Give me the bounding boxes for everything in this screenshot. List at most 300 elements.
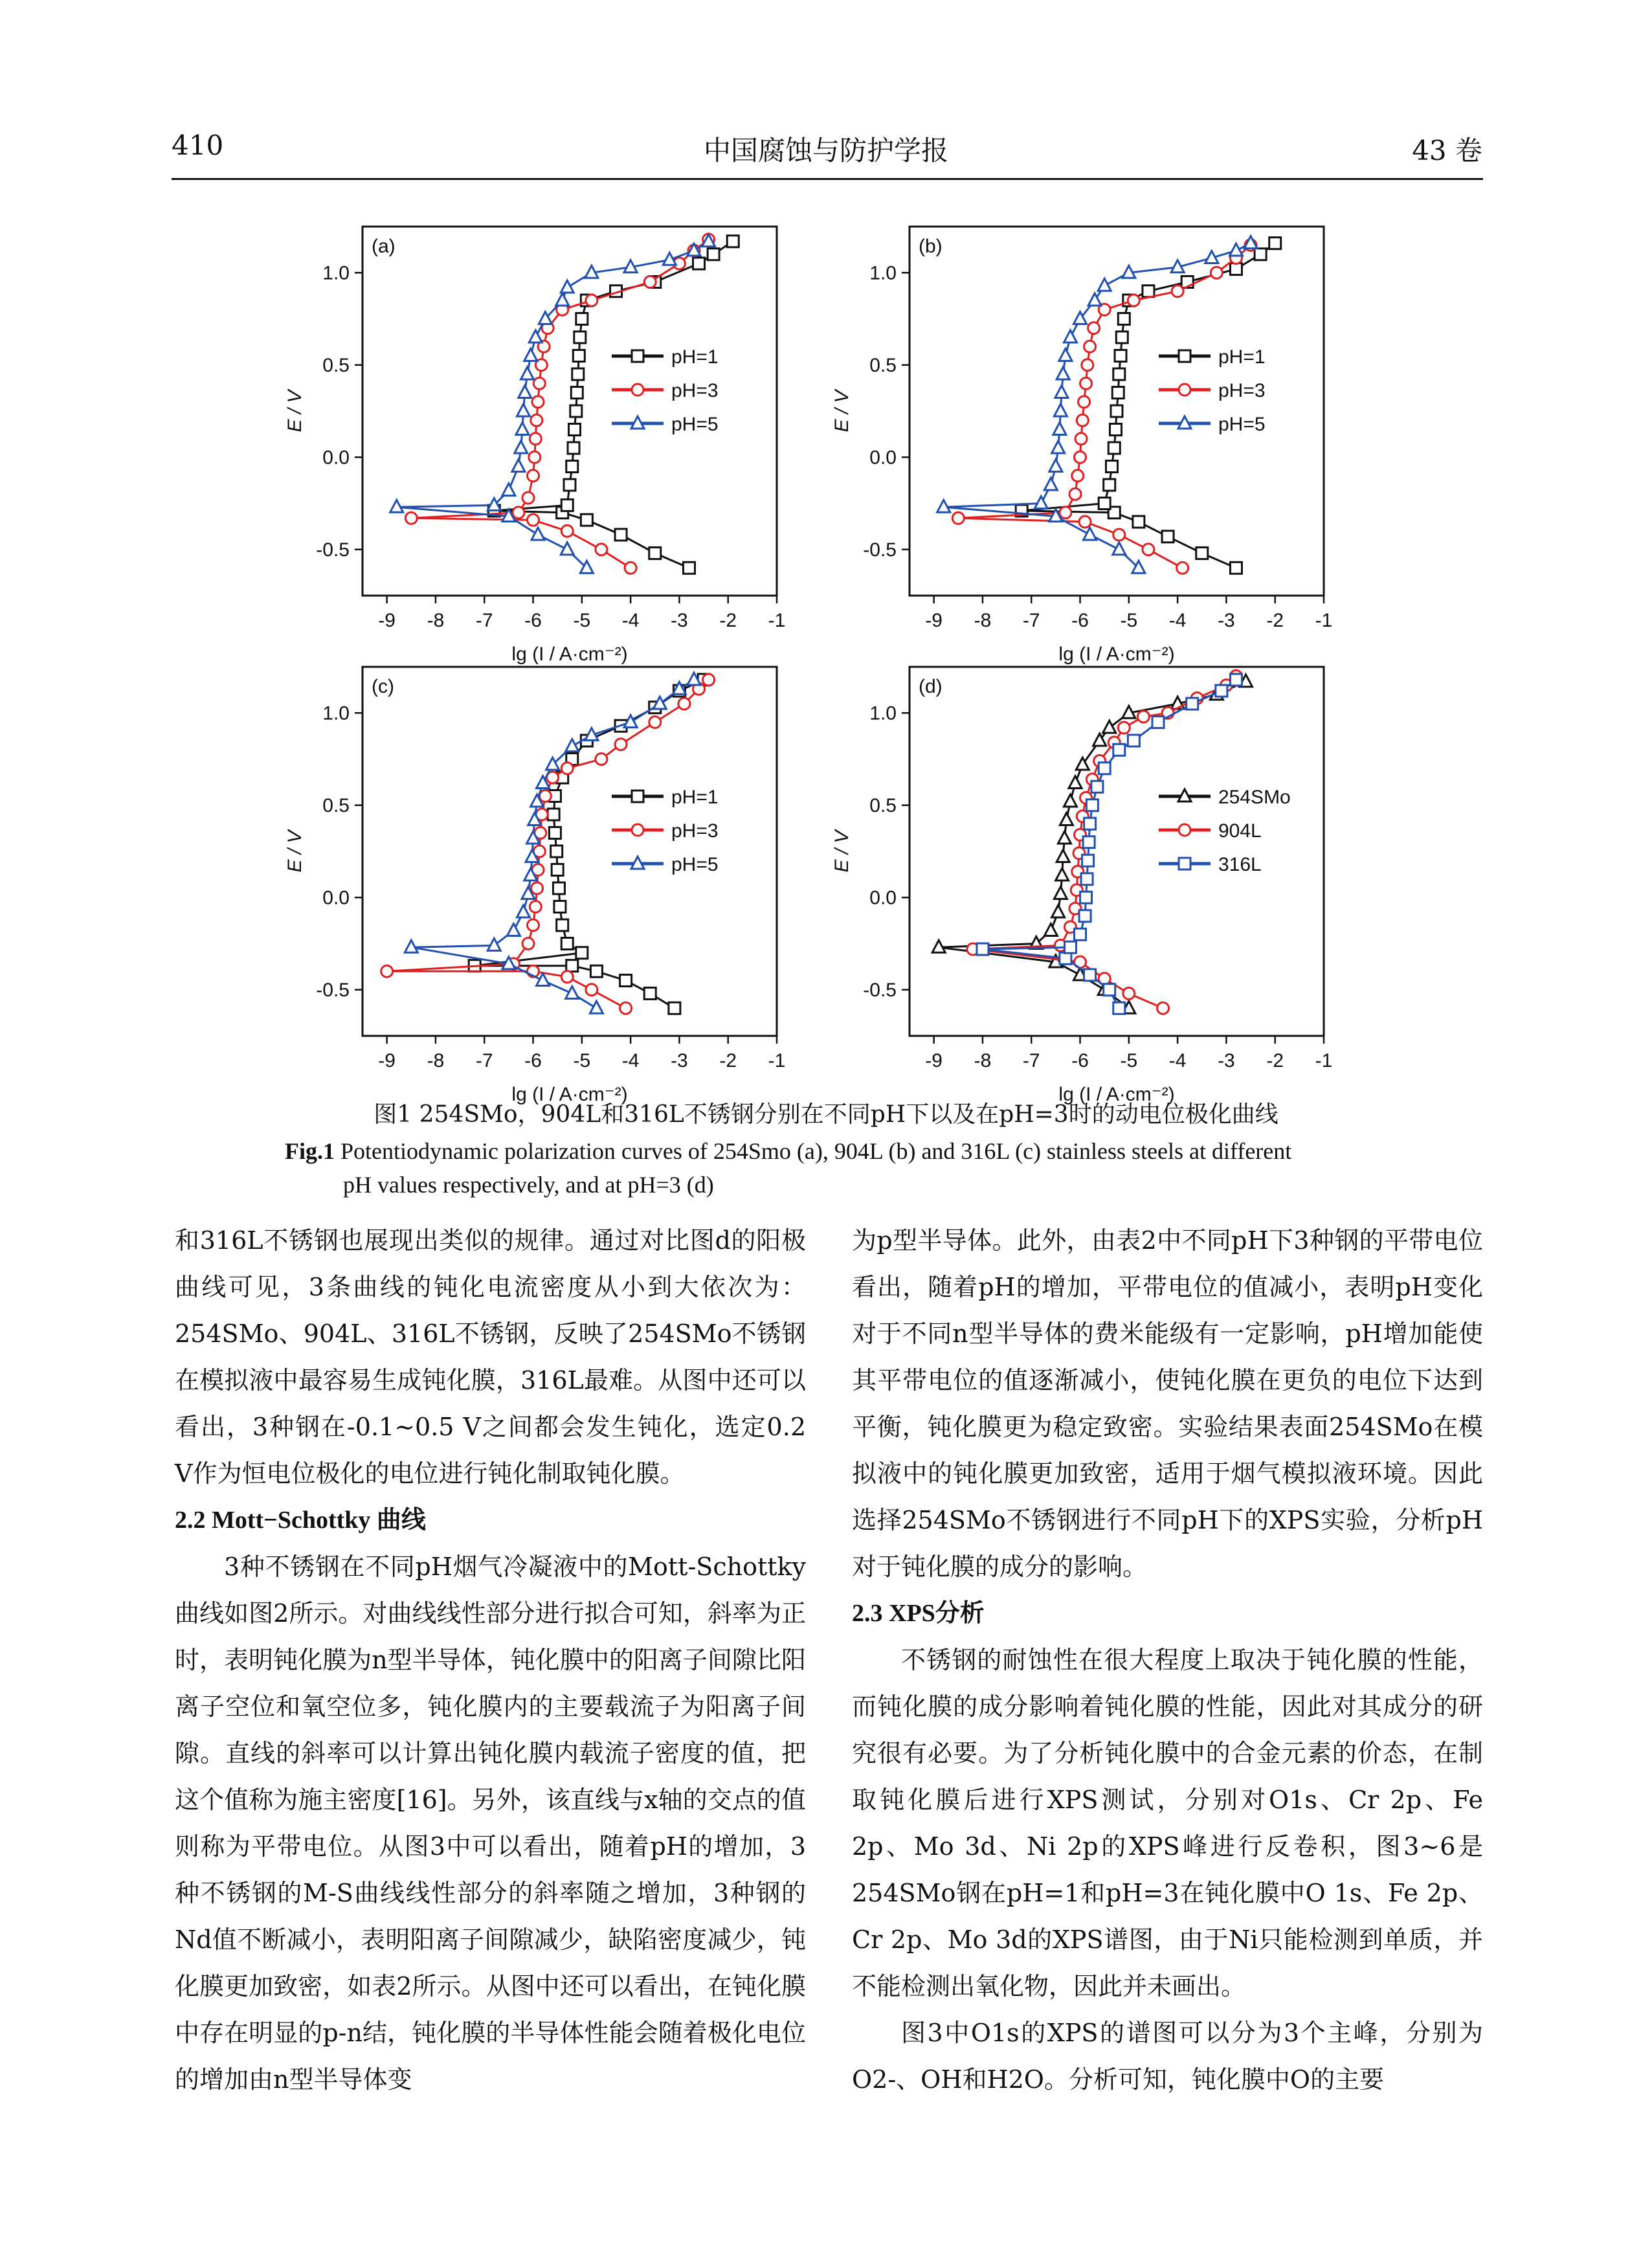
data-point <box>569 424 581 436</box>
x-tick-label: -7 <box>475 1050 493 1071</box>
x-tick-label: -9 <box>925 1050 943 1071</box>
legend-entry <box>612 820 719 842</box>
x-tick-label: -6 <box>1071 1050 1089 1071</box>
data-point <box>561 499 573 511</box>
y-tick-label: 1.0 <box>322 262 350 284</box>
data-point <box>1084 528 1097 540</box>
y-tick-label: 0.0 <box>869 447 897 469</box>
data-point <box>1196 547 1208 559</box>
legend-label: pH=1 <box>671 346 719 368</box>
legend-entry <box>1159 787 1291 808</box>
data-point <box>1078 396 1090 408</box>
legend-marker <box>1179 384 1190 396</box>
data-point <box>1229 243 1242 256</box>
data-point <box>487 938 500 950</box>
chart-c <box>272 654 829 1105</box>
data-point <box>405 512 417 524</box>
data-point <box>1084 341 1096 352</box>
panel-label: (c) <box>372 676 394 697</box>
data-point <box>1230 562 1242 574</box>
data-point <box>1099 498 1110 510</box>
data-point <box>1216 685 1227 697</box>
data-point <box>531 528 544 540</box>
y-axis-label: E / V <box>831 390 853 432</box>
data-point <box>512 460 525 472</box>
legend-label: pH=3 <box>671 820 719 842</box>
journal-title: 中国腐蚀与防护学报 <box>703 135 948 166</box>
panel-label: (a) <box>372 236 396 257</box>
data-point <box>1255 249 1266 260</box>
data-point <box>1064 794 1077 807</box>
data-point <box>620 1002 632 1014</box>
legend-entry <box>1159 820 1262 842</box>
legend-marker <box>632 824 643 836</box>
data-point <box>703 674 715 686</box>
legend-entry <box>612 346 719 368</box>
data-point <box>528 919 539 931</box>
data-point <box>1113 368 1125 380</box>
legend-marker <box>1179 350 1190 362</box>
chart-a <box>272 214 829 665</box>
x-tick-label: -2 <box>1266 1050 1284 1071</box>
x-tick-label: -6 <box>524 610 542 631</box>
data-point <box>1081 873 1093 885</box>
data-point <box>552 864 563 876</box>
x-tick-label: -5 <box>573 1050 591 1071</box>
data-point <box>1080 377 1092 389</box>
series-line <box>958 245 1251 568</box>
data-point <box>1088 322 1100 334</box>
legend-entry <box>612 854 719 875</box>
data-point <box>1060 813 1073 825</box>
data-point <box>381 965 393 977</box>
data-point <box>1056 868 1069 880</box>
panel-label: (d) <box>919 676 943 697</box>
series-line <box>973 676 1236 1008</box>
data-point <box>522 492 534 504</box>
data-point <box>1118 313 1130 325</box>
series-pH=3 <box>405 234 714 574</box>
data-point <box>1123 987 1135 999</box>
legend-label: pH=5 <box>1218 414 1266 435</box>
data-point <box>539 790 551 802</box>
data-point <box>1044 924 1057 936</box>
data-point <box>1113 744 1125 756</box>
data-point <box>1077 414 1088 426</box>
legend-label: 904L <box>1218 820 1262 842</box>
x-tick-label: -5 <box>1120 610 1138 631</box>
data-point <box>1054 404 1067 416</box>
data-point <box>952 512 964 524</box>
y-tick-label: 1.0 <box>869 702 897 724</box>
data-point <box>581 514 592 526</box>
data-point <box>625 562 636 574</box>
x-tick-label: -9 <box>378 610 396 631</box>
data-point <box>561 763 573 774</box>
figure-caption-en <box>285 1134 1385 1202</box>
legend-label: pH=3 <box>671 380 719 401</box>
data-point <box>1106 461 1117 473</box>
y-axis-label: E / V <box>284 390 306 432</box>
data-point <box>528 470 539 482</box>
y-tick-label: -0.5 <box>316 979 350 1001</box>
page-number: 410 <box>172 129 224 161</box>
legend-entry <box>1159 346 1266 368</box>
legend-entry <box>1159 380 1266 401</box>
x-tick-label: -3 <box>671 610 688 631</box>
data-point <box>1104 479 1115 491</box>
data-point <box>1137 711 1149 723</box>
data-point <box>1133 516 1144 528</box>
data-point <box>1052 441 1065 453</box>
y-tick-label: 0.0 <box>322 887 350 909</box>
y-tick-label: 0.0 <box>322 447 350 469</box>
data-point <box>615 739 627 750</box>
figure-caption-cn: 图1 254SMo，904L和316L不锈钢分别在不同pH下以及在pH=3时的动电位极化曲线 <box>374 1101 1278 1128</box>
data-point <box>1230 674 1242 686</box>
data-point <box>1084 969 1096 981</box>
data-point <box>531 882 543 894</box>
y-tick-label: 0.5 <box>869 794 897 816</box>
data-point <box>574 331 586 343</box>
x-tick-label: -8 <box>427 1050 445 1071</box>
data-point <box>517 905 530 917</box>
data-point <box>533 377 545 389</box>
chart-b <box>819 214 1376 665</box>
data-point <box>554 901 566 913</box>
data-point <box>1115 350 1126 362</box>
data-point <box>1110 424 1121 436</box>
data-point <box>1162 531 1174 543</box>
data-point <box>1058 831 1071 844</box>
legend-marker <box>632 350 643 362</box>
data-point <box>520 367 533 379</box>
data-point <box>1075 928 1086 940</box>
legend-entry <box>1159 414 1266 435</box>
legend-entry <box>612 414 719 435</box>
section-heading-2-2: 2.2 Mott−Schottky 曲线 <box>175 1507 426 1534</box>
x-tick-label: -2 <box>1266 610 1284 631</box>
y-tick-label: -0.5 <box>863 539 897 561</box>
paragraph: 不锈钢的耐蚀性在很大程度上取决于钝化膜的性能，而钝化膜的成分影响着钝化膜的性能，因此对其成分的研究很有必要。为了分析钝化膜中的合金元素的价态，在制取钝化膜后进行XPS测试，分别对O1s、Cr 2p、Fe 2p、Mo 3d、Ni 2p的XPS峰进行反卷积，图3~6是254SMo钢在pH=1和pH=3在钝化膜中O 1s、Fe 2p、Cr 2p、Mo 3d的XPS谱图，由于Ni只能检测到单质，并不能检测出氧化物，因此并未画出。 <box>852 1646 1483 2001</box>
data-point <box>549 827 561 839</box>
data-point <box>727 236 739 247</box>
data-point <box>1104 984 1115 996</box>
legend-label: pH=5 <box>671 414 719 435</box>
data-point <box>1084 818 1096 829</box>
legend-marker <box>1179 824 1190 836</box>
data-point <box>529 330 542 342</box>
data-point <box>1054 887 1067 899</box>
data-point <box>1143 286 1154 297</box>
data-point <box>1055 386 1068 398</box>
paragraph: 3种不锈钢在不同pH烟气冷凝液中的Mott-Schottky曲线如图2所示。对曲线线性部分进行拟合可知，斜率为正时，表明钝化膜为n型半导体，钝化膜中的阳离子间隙比阳离子空位和氧空位多，钝化膜内的主要载流子为阳离子间隙。直线的斜率可以计算出钝化膜内载流子密度的值，把这个值称为施主密度[16]。另外，该直线与x轴的交点的值则称为平带电位。从图3中可以看出，随着pH的增加，3种不锈钢的M-S曲线线性部分的斜率随之增加，3种钢的Nd值不断减小，表明阳离子间隙减少，缺陷密度减少，钝化膜更加致密，如表2所示。从图中还可以看出，在钝化膜中存在明显的p-n结，钝化膜的半导体性能会随着极化电位的增加由n型半导体变 <box>175 1552 806 2094</box>
data-point <box>568 442 579 454</box>
data-point <box>502 484 515 496</box>
data-point <box>1044 478 1057 490</box>
data-point <box>524 349 537 361</box>
x-tick-label: -9 <box>378 1050 396 1071</box>
section-heading-2-3: 2.3 XPS分析 <box>852 1600 985 1627</box>
x-tick-label: -2 <box>719 1050 737 1071</box>
series-line <box>411 680 694 1008</box>
data-point <box>1072 470 1084 482</box>
legend-entry <box>612 787 719 808</box>
data-point <box>516 423 529 435</box>
data-point <box>517 404 530 416</box>
data-point <box>1091 781 1103 792</box>
chart-d <box>819 654 1376 1105</box>
volume-label: 43 卷 <box>1412 135 1482 166</box>
data-point <box>1064 330 1077 342</box>
data-point <box>572 368 584 380</box>
chart-panel-b <box>819 214 1376 665</box>
data-point <box>1152 717 1164 728</box>
data-point <box>644 987 656 999</box>
data-point <box>644 276 656 288</box>
data-point <box>573 350 585 362</box>
y-tick-label: -0.5 <box>863 979 897 1001</box>
data-point <box>561 971 573 983</box>
series-pH=1 <box>1016 238 1281 574</box>
series-line <box>387 680 709 1008</box>
data-point <box>596 754 607 765</box>
legend-entry <box>1159 854 1262 875</box>
data-point <box>1157 1002 1169 1014</box>
header-rule <box>172 178 1483 180</box>
x-tick-label: -8 <box>974 1050 992 1071</box>
x-tick-label: -4 <box>621 610 640 631</box>
data-point <box>507 924 520 936</box>
x-tick-label: -4 <box>621 1050 640 1071</box>
x-tick-label: -3 <box>1218 1050 1235 1071</box>
data-point <box>1128 735 1139 746</box>
data-point <box>564 479 575 491</box>
data-point <box>708 249 719 260</box>
y-tick-label: 0.5 <box>322 794 350 816</box>
data-point <box>1116 331 1128 343</box>
y-axis-label: E / V <box>284 830 306 873</box>
data-point <box>1187 698 1198 710</box>
data-point <box>1060 507 1071 519</box>
data-point <box>529 451 541 463</box>
legend-marker <box>632 384 643 396</box>
legend-label: 254SMo <box>1218 787 1291 808</box>
x-tick-label: -4 <box>1168 1050 1187 1071</box>
y-tick-label: 0.5 <box>869 354 897 376</box>
left-column <box>175 1217 806 2103</box>
data-point <box>1053 423 1066 435</box>
data-point <box>530 901 541 913</box>
data-point <box>556 293 569 306</box>
data-point <box>649 717 661 728</box>
data-point <box>1049 460 1062 472</box>
data-point <box>566 461 578 473</box>
legend-entry <box>612 380 719 401</box>
x-tick-label: -7 <box>475 610 493 631</box>
data-point <box>561 938 573 950</box>
data-point <box>1082 855 1094 866</box>
legend-marker <box>1179 858 1190 869</box>
data-point <box>1086 800 1098 811</box>
data-point <box>1128 295 1139 306</box>
data-point <box>1079 516 1091 528</box>
data-point <box>530 433 541 445</box>
legend-label: pH=1 <box>1218 346 1266 368</box>
y-tick-label: 1.0 <box>869 262 897 284</box>
data-point <box>669 1002 680 1014</box>
data-point <box>571 387 583 399</box>
data-point <box>1230 263 1242 275</box>
data-point <box>586 984 597 996</box>
legend-marker <box>632 790 643 802</box>
x-tick-label: -3 <box>1218 610 1235 631</box>
figure-caption-en-label: Fig.1 <box>285 1138 335 1164</box>
data-point <box>515 441 528 453</box>
data-point <box>693 258 705 269</box>
data-point <box>1143 544 1154 555</box>
data-point <box>1172 286 1183 297</box>
x-tick-label: -1 <box>768 1050 786 1071</box>
data-point <box>557 919 568 931</box>
data-point <box>977 943 988 955</box>
data-point <box>519 386 531 398</box>
data-point <box>561 525 573 537</box>
y-axis-label: E / V <box>831 830 853 873</box>
figure-caption-en-line2: pH values respectively, and at pH=3 (d) <box>343 1172 714 1198</box>
data-point <box>570 405 582 417</box>
data-point <box>1083 836 1095 848</box>
x-tick-label: -8 <box>974 610 992 631</box>
data-point <box>1112 387 1124 399</box>
data-point <box>1056 367 1069 379</box>
data-point <box>576 947 588 959</box>
x-tick-label: -2 <box>719 610 737 631</box>
data-point <box>551 846 563 857</box>
data-point <box>1079 910 1091 922</box>
data-point <box>1113 529 1125 541</box>
data-point <box>553 882 564 894</box>
data-point <box>1177 562 1189 574</box>
x-tick-label: -7 <box>1022 1050 1040 1071</box>
data-point <box>1075 451 1086 463</box>
data-point <box>513 507 524 519</box>
data-point <box>1113 1002 1125 1014</box>
data-point <box>1059 349 1072 361</box>
x-tick-label: -1 <box>768 610 786 631</box>
data-point <box>561 280 574 293</box>
series-pH=5 <box>390 234 715 573</box>
x-tick-label: -6 <box>1071 610 1089 631</box>
x-axis-label: lg (I / A·cm⁻²) <box>511 1084 628 1105</box>
chart-panel-a <box>272 214 829 665</box>
data-point <box>528 514 539 526</box>
chart-panel-d <box>819 654 1376 1105</box>
paragraph: 图3中O1s的XPS的谱图可以分为3个主峰，分别为O2-、OH和H2O。分析可知，钝化膜中O的主要 <box>852 2019 1483 2094</box>
data-point <box>1269 238 1281 249</box>
data-point <box>566 960 578 972</box>
data-point <box>1211 267 1222 278</box>
data-point <box>1103 721 1116 733</box>
data-point <box>1060 952 1071 964</box>
x-tick-label: -5 <box>573 610 591 631</box>
data-point <box>590 965 602 977</box>
x-tick-label: -9 <box>925 610 943 631</box>
chart-panel-c <box>272 654 829 1105</box>
series-pH=3 <box>381 674 715 1014</box>
data-point <box>532 396 544 408</box>
data-point <box>1118 722 1130 734</box>
data-point <box>1082 359 1093 371</box>
x-axis-label: lg (I / A·cm⁻²) <box>511 644 628 665</box>
x-tick-label: -8 <box>427 610 445 631</box>
x-axis-label: lg (I / A·cm⁻²) <box>1058 1084 1175 1105</box>
data-point <box>596 544 607 555</box>
data-point <box>1080 891 1092 903</box>
legend-label: pH=5 <box>671 854 719 875</box>
data-point <box>1111 405 1122 417</box>
y-tick-label: 0.0 <box>869 887 897 909</box>
data-point <box>590 1001 603 1013</box>
data-point <box>649 547 661 559</box>
legend-label: 316L <box>1218 854 1262 875</box>
series-pH=1 <box>488 236 739 574</box>
data-point <box>1069 488 1081 500</box>
data-point <box>1075 433 1087 445</box>
data-point <box>1052 905 1065 917</box>
paragraph: 为p型半导体。此外，由表2中不同pH下3种钢的平带电位看出，随着pH的增加，平带电位的值减小，表明pH变化对于不同n型半导体的费米能级有一定影响，pH增加能使其平带电位的值逐渐减小，使钝化膜在更负的电位下达到平衡，钝化膜更为稳定致密。实验结果表面254SMo在模拟液中的钝化膜更加致密，适用于烟气模拟液环境。因此选择254SMo不锈钢进行不同pH下的XPS实验，分析pH对于钝化膜的成分的影响。 <box>852 1226 1483 1581</box>
panel-label: (b) <box>919 236 943 257</box>
data-point <box>620 975 632 987</box>
data-point <box>1099 763 1110 774</box>
data-point <box>1113 543 1126 555</box>
data-point <box>615 529 627 541</box>
x-tick-label: -5 <box>1120 1050 1138 1071</box>
data-point <box>561 543 574 555</box>
paragraph: 和316L不锈钢也展现出类似的规律。通过对比图d的阳极曲线可见，3条曲线的钝化电流密度从小到大依次为：254SMo、904L、316L不锈钢，反映了254SMo不锈钢在模拟液中最容易生成钝化膜，316L最难。从图中还可以看出，3种钢在-0.1~0.5 V之间都会发生钝化，选定0.2 V作为恒电位极化的电位进行钝化制取钝化膜。 <box>175 1226 806 1488</box>
y-tick-label: -0.5 <box>316 539 350 561</box>
x-tick-label: -6 <box>524 1050 542 1071</box>
x-axis-label: lg (I / A·cm⁻²) <box>1058 644 1175 665</box>
data-point <box>1056 850 1069 862</box>
data-point <box>1069 776 1082 789</box>
legend-label: pH=1 <box>671 787 719 808</box>
x-tick-label: -4 <box>1168 610 1187 631</box>
legend-label: pH=3 <box>1218 380 1266 401</box>
data-point <box>1034 497 1047 509</box>
data-point <box>522 938 534 950</box>
data-point <box>566 739 579 752</box>
series-pH=5 <box>937 236 1257 574</box>
data-point <box>531 414 542 426</box>
data-point <box>1064 941 1076 953</box>
series-904L <box>967 670 1242 1014</box>
data-point <box>1108 442 1120 454</box>
right-column <box>852 1217 1483 2103</box>
data-point <box>586 295 597 306</box>
data-point <box>1098 278 1111 291</box>
data-point <box>678 698 690 710</box>
figure-caption-en-line1: Potentiodynamic polarization curves of 254Smo (a), 904L (b) and 316L (c) stainless steels at different <box>340 1138 1292 1164</box>
x-tick-label: -7 <box>1022 610 1040 631</box>
x-tick-label: -1 <box>1315 610 1333 631</box>
data-point <box>683 562 695 574</box>
data-point <box>576 313 588 325</box>
y-tick-label: 1.0 <box>322 702 350 724</box>
x-tick-label: -1 <box>1315 1050 1333 1071</box>
y-tick-label: 0.5 <box>322 354 350 376</box>
x-tick-label: -3 <box>671 1050 688 1071</box>
